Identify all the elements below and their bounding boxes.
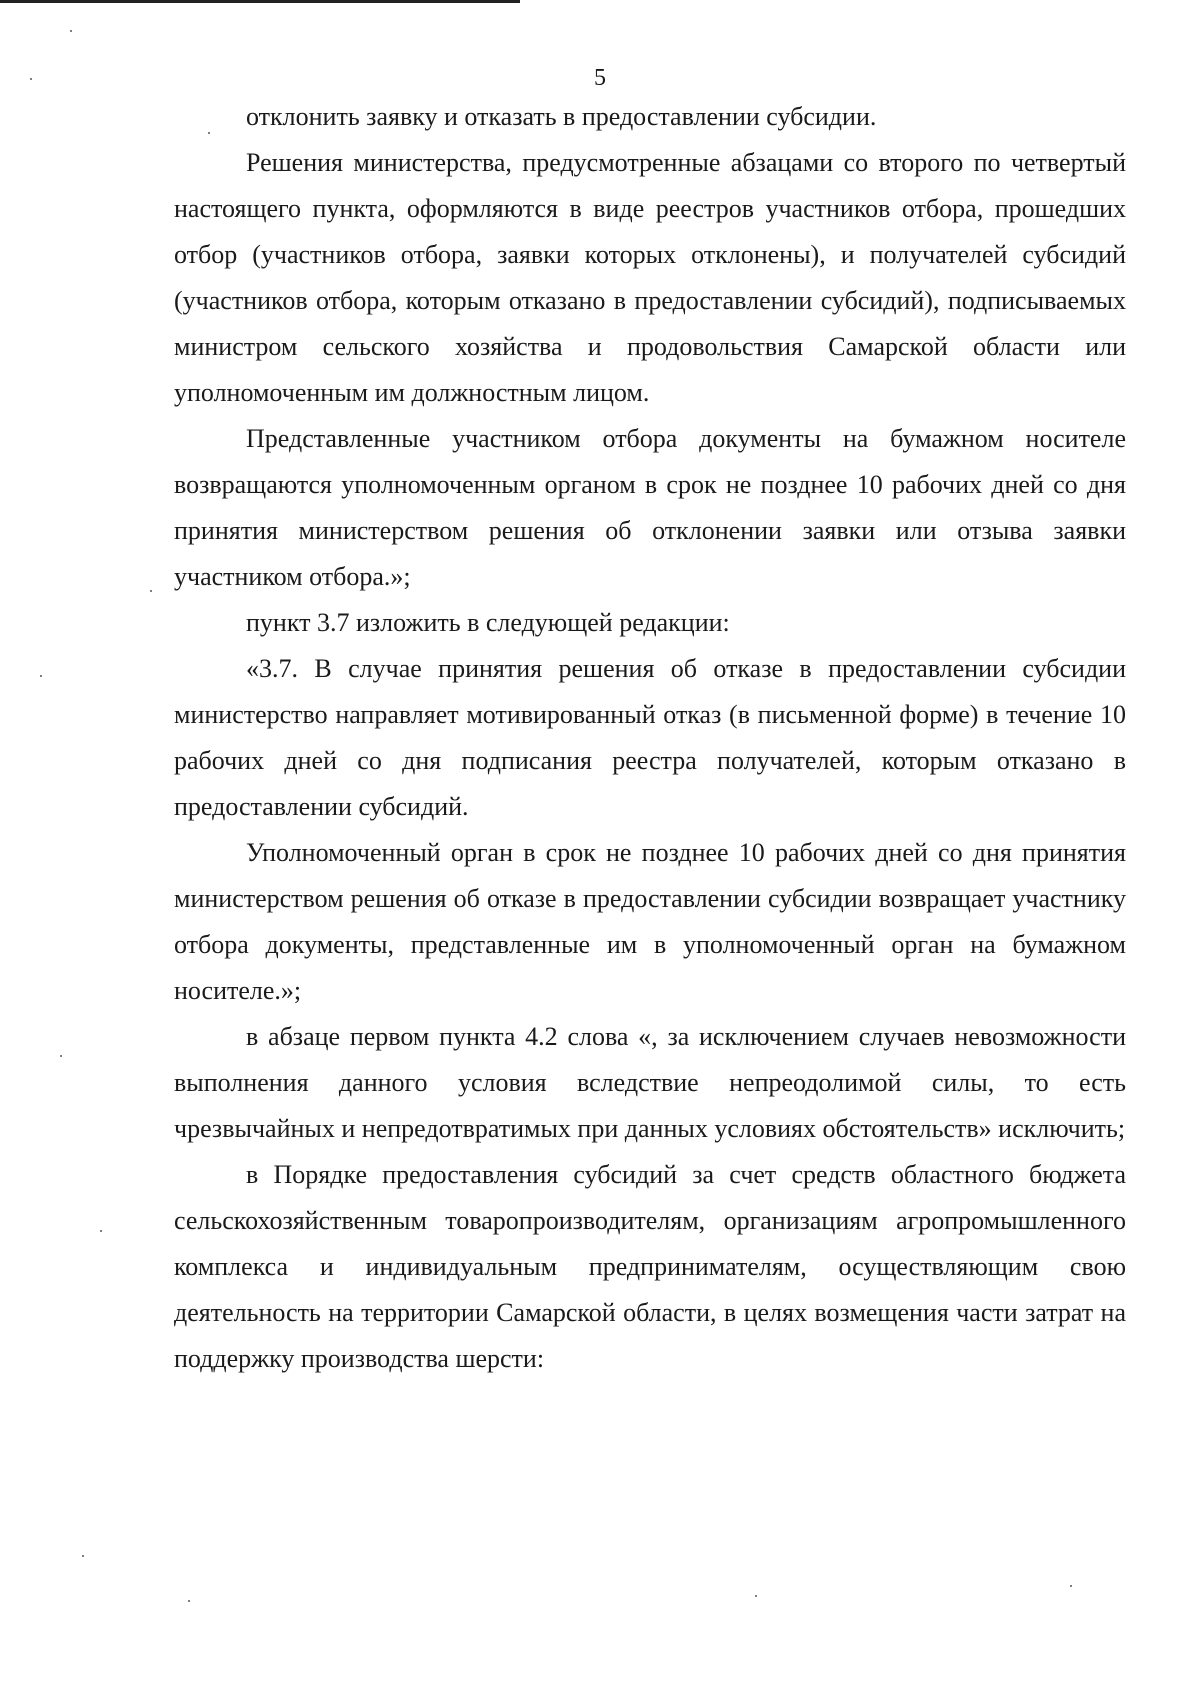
scan-speck bbox=[82, 1555, 84, 1557]
paragraph-7: в абзаце первом пункта 4.2 слова «, за исключением случаев невозможности выполнения данного условия вследствие непреодолимой силы, то есть чрезвычайных и непредотвратимых при данных условиях обстоятельств» исключить; bbox=[174, 1022, 1126, 1143]
top-border-rule bbox=[0, 0, 520, 3]
scan-speck bbox=[150, 590, 152, 592]
document-body bbox=[174, 94, 1126, 1382]
scan-speck bbox=[1070, 1585, 1072, 1587]
paragraph-8: в Порядке предоставления субсидий за счет средств областного бюджета сельскохозяйственным товаропроизводителям, организациям агропромышленного комплекса и индивидуальным предпринимателям, осуществляющим свою деятельность на территории Самарской области, в целях возмещения части затрат на поддержку производства шерсти: bbox=[174, 1160, 1126, 1373]
page-number: 5 bbox=[594, 65, 606, 91]
paragraph-6: Уполномоченный орган в срок не позднее 10 рабочих дней со дня принятия министерством решения об отказе в предоставлении субсидии возвращает участнику отбора документы, представленные им в уполномоченный орган на бумажном носителе.»; bbox=[174, 838, 1126, 1005]
scan-speck bbox=[60, 1055, 62, 1057]
paragraph-4: пункт 3.7 изложить в следующей редакции: bbox=[246, 608, 730, 637]
scan-speck bbox=[208, 132, 210, 134]
scan-speck bbox=[755, 1595, 757, 1597]
scan-speck bbox=[40, 675, 42, 677]
paragraph-1: отклонить заявку и отказать в предоставлении субсидии. bbox=[246, 102, 877, 131]
paragraph-2: Решения министерства, предусмотренные абзацами со второго по четвертый настоящего пункта, оформляются в виде реестров участников отбора, прошедших отбор (участников отбора, заявки которых отклонены), и получателей субсидий (участников отбора, которым отказано в предоставлении субсидий), подписываемых министром сельского хозяйства и продовольствия Самарской области или уполномоченным им должностным лицом. bbox=[174, 148, 1126, 407]
scan-speck bbox=[100, 1230, 102, 1232]
scan-speck bbox=[188, 1600, 190, 1602]
paragraph-5: «3.7. В случае принятия решения об отказе в предоставлении субсидии министерство направляет мотивированный отказ (в письменной форме) в течение 10 рабочих дней со дня подписания реестра получателей, которым отказано в предоставлении субсидий. bbox=[174, 654, 1126, 821]
scan-speck bbox=[30, 78, 32, 80]
scan-speck bbox=[70, 30, 72, 32]
paragraph-3: Представленные участником отбора документы на бумажном носителе возвращаются уполномоченным органом в срок не позднее 10 рабочих дней со дня принятия министерством решения об отклонении заявки или отзыва заявки участником отбора.»; bbox=[174, 424, 1126, 591]
